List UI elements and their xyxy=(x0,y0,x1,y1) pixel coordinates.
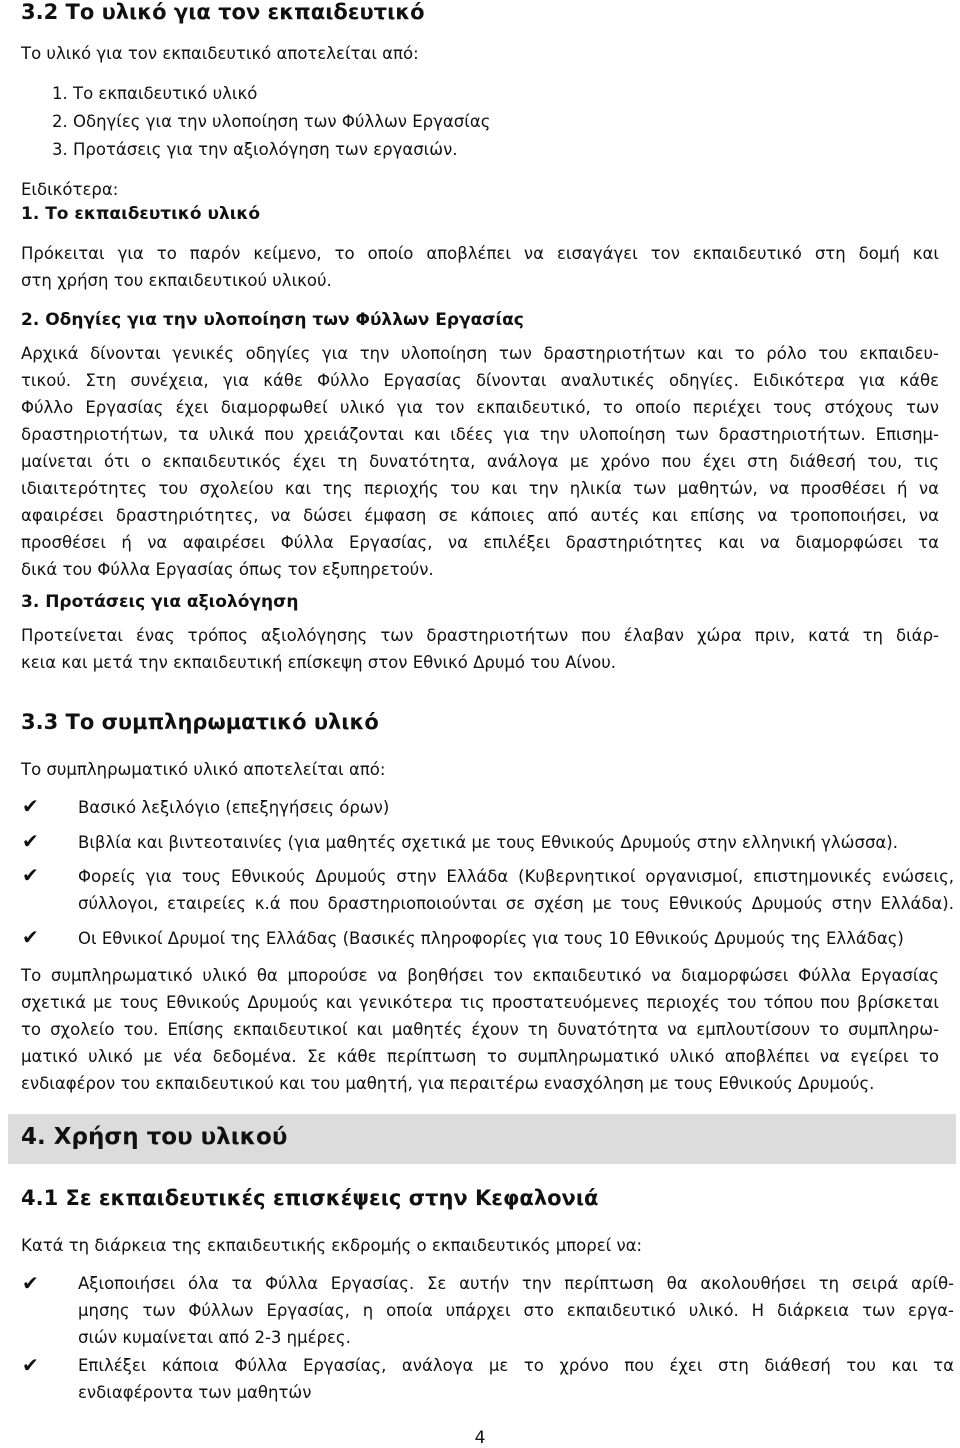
paragraph-line: ματικό υλικό με νέα δεδομένα. Σε κάθε περίπτωση το συμπληρωματικό υλικό αποβλέπει να εγείρει το xyxy=(21,1047,939,1066)
paragraph-line: δικά του Φύλλα Εργασίας όπως τον εξυπηρετούν. xyxy=(21,560,434,579)
bullet-line: σιών κυμαίνεται από 2-3 ημέρες. xyxy=(78,1328,351,1347)
section-3-3-title: 3.3 Το συμπληρωματικό υλικό xyxy=(21,710,379,734)
checkmark-icon: ✔ xyxy=(22,925,39,949)
subsection-1-paragraph xyxy=(21,240,939,294)
bullet-item xyxy=(78,829,954,856)
bullet-item xyxy=(78,925,954,952)
subsection-heading-3: 3. Προτάσεις για αξιολόγηση xyxy=(21,592,299,612)
paragraph-line: μαίνεται ότι ο εκπαιδευτικός έχει τη δυνατότητα, ανάλογα με χρόνο που έχει στη διάθεσή του, τις xyxy=(21,452,939,471)
paragraph-line: το σχολείο του. Επίσης εκπαιδευτικοί και μαθητές έχουν τη δυνατότητα να εμπλουτίσουν το συμπληρω- xyxy=(21,1020,939,1039)
bullet-item xyxy=(78,1270,954,1351)
paragraph-line: αφαιρέσει δραστηριότητες, να δώσει έμφαση σε κάποιες από αυτές και επίσης να τροποποιήσει, να xyxy=(21,506,939,525)
section-3-2-title: 3.2 Το υλικό για τον εκπαιδευτικό xyxy=(21,0,425,24)
bullet-line: Φορείς για τους Εθνικούς Δρυμούς στην Ελλάδα (Κυβερνητικοί οργανισμοί, επιστημονικές ενώσεις, xyxy=(78,867,954,886)
paragraph-line: Πρόκειται για το παρόν κείμενο, το οποίο αποβλέπει να εισαγάγει τον εκπαιδευτικό στη δομή και xyxy=(21,244,939,263)
paragraph-line: κεια και μετά την εκπαιδευτική επίσκεψη στον Εθνικό Δρυμό του Αίνου. xyxy=(21,653,617,672)
bullet-line: σύλλογοι, εταιρείες κ.ά που δραστηριοποιούνται σε σχέση με τους Εθνικούς Δρυμούς στην Ελλάδα). xyxy=(78,894,954,913)
bullet-line: ενδιαφέροντα των μαθητών xyxy=(78,1383,312,1402)
bullet-item xyxy=(78,863,954,917)
paragraph-line: τικού. Στη συνέχεια, για κάθε Φύλλο Εργασίας δίνονται αναλυτικές οδηγίες. Ειδικότερα για κάθε xyxy=(21,371,939,390)
paragraph-line: Φύλλο Εργασίας έχει διαμορφωθεί υλικό για τον εκπαιδευτικό, το οποίο περιέχει τους στόχους των xyxy=(21,398,939,417)
list-item: 1. Το εκπαιδευτικό υλικό xyxy=(52,84,258,103)
list-item: 3. Προτάσεις για την αξιολόγηση των εργασιών. xyxy=(52,140,458,159)
section-3-3-intro: Το συμπληρωματικό υλικό αποτελείται από: xyxy=(21,760,386,779)
paragraph-line: Προτείνεται ένας τρόπος αξιολόγησης των δραστηριοτήτων που έλαβαν χώρα πριν, κατά τη διάρ- xyxy=(21,626,939,645)
paragraph-line: Αρχικά δίνονται γενικές οδηγίες για την υλοποίηση των δραστηριοτήτων και το ρόλο του εκπαιδευ- xyxy=(21,344,939,363)
checkmark-icon: ✔ xyxy=(22,829,39,853)
paragraph-line: ιδιαιτερότητες του σχολείου και της περιοχής του και την ηλικία των μαθητών, να προσθέσει ή να xyxy=(21,479,939,498)
checkmark-icon: ✔ xyxy=(22,1353,39,1377)
paragraph-line: προσθέσει ή να αφαιρέσει Φύλλα Εργασίας, να επιλέξει δραστηριότητες και να διαμορφώσει τα xyxy=(21,533,939,552)
list-item: 2. Οδηγίες για την υλοποίηση των Φύλλων Εργασίας xyxy=(52,112,491,131)
section-4-1-title: 4.1 Σε εκπαιδευτικές επισκέψεις στην Κεφαλονιά xyxy=(21,1186,599,1210)
paragraph-line: ενδιαφέρον του εκπαιδευτικού και του μαθητή, για περαιτέρω ενασχόληση με τους Εθνικούς Δρυμούς. xyxy=(21,1074,875,1093)
page-number: 4 xyxy=(474,1428,486,1448)
subsection-heading-1: 1. Το εκπαιδευτικό υλικό xyxy=(21,204,261,224)
bullet-line: Αξιοποιήσει όλα τα Φύλλα Εργασίας. Σε αυτήν την περίπτωση θα ακολουθήσει τη σειρά αρίθ- xyxy=(78,1274,954,1293)
bullet-line: μησης των Φύλλων Εργασίας, η οποία υπάρχει στο εκπαιδευτικό υλικό. Η διάρκεια των εργα- xyxy=(78,1301,954,1320)
section-4-title: 4. Χρήση του υλικού xyxy=(21,1124,288,1150)
bullet-item xyxy=(78,1352,954,1406)
section-4-1-intro: Κατά τη διάρκεια της εκπαιδευτικής εκδρομής ο εκπαιδευτικός μπορεί να: xyxy=(21,1236,643,1255)
checkmark-icon: ✔ xyxy=(22,794,39,818)
bullet-line: Επιλέξει κάποια Φύλλα Εργασίας, ανάλογα με το χρόνο που έχει στη διάθεσή του και τα xyxy=(78,1356,954,1375)
subsection-3-paragraph xyxy=(21,622,939,676)
bullet-line: Βιβλία και βιντεοταινίες (για μαθητές σχετικά με τους Εθνικούς Δρυμούς στην ελληνική γλώσσα). xyxy=(78,833,898,852)
paragraph-line: στη χρήση του εκπαιδευτικού υλικού. xyxy=(21,271,332,290)
bullet-item xyxy=(78,794,954,821)
section-3-2-intro: Το υλικό για τον εκπαιδευτικό αποτελείται από: xyxy=(21,44,419,63)
paragraph-line: σχετικά με τους Εθνικούς Δρυμούς και γενικότερα τις προστατευόμενες περιοχές του τόπου που βρίσκεται xyxy=(21,993,939,1012)
paragraph-line: δραστηριοτήτων, τα υλικά που χρειάζονται και ιδέες για την υλοποίηση των δραστηριοτήτων. Επισημ- xyxy=(21,425,939,444)
checkmark-icon: ✔ xyxy=(22,863,39,887)
subsection-heading-2: 2. Οδηγίες για την υλοποίηση των Φύλλων Εργασίας xyxy=(21,310,524,330)
specifically-label: Ειδικότερα: xyxy=(21,180,119,199)
bullet-line: Οι Εθνικοί Δρυμοί της Ελλάδας (Βασικές πληροφορίες για τους 10 Εθνικούς Δρυμούς της Ελλάδας) xyxy=(78,929,904,948)
section-3-3-paragraph xyxy=(21,962,939,1097)
checkmark-icon: ✔ xyxy=(22,1271,39,1295)
paragraph-line: Το συμπληρωματικό υλικό θα μπορούσε να βοηθήσει τον εκπαιδευτικό να διαμορφώσει Φύλλα Εργασίας xyxy=(21,966,939,985)
subsection-2-paragraph xyxy=(21,340,939,583)
bullet-line: Βασικό λεξιλόγιο (επεξηγήσεις όρων) xyxy=(78,798,390,817)
